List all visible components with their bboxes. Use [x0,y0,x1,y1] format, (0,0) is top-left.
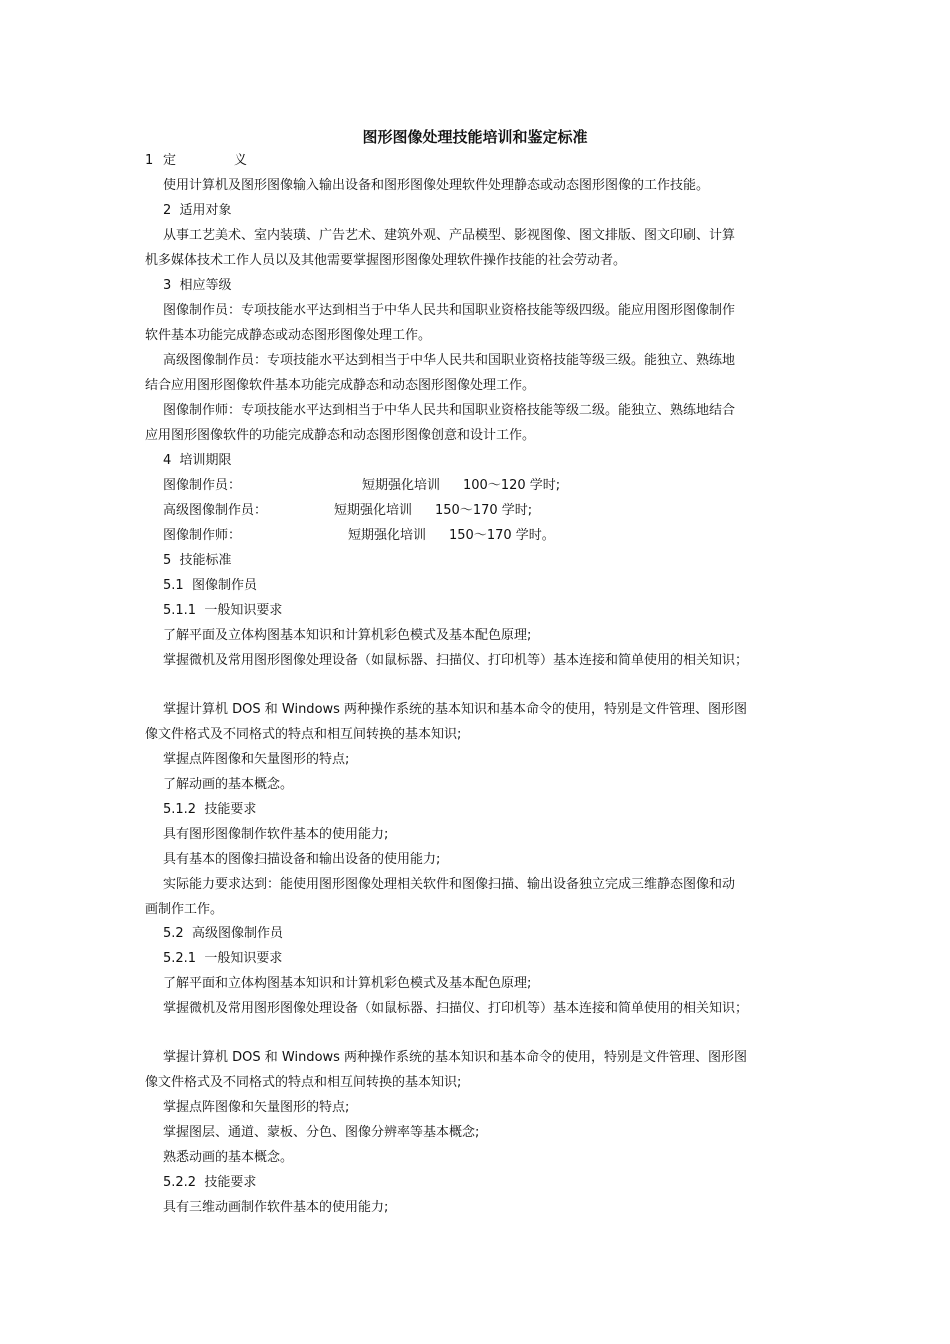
section-1-label-b: 义 [234,153,248,168]
training-hours: 150～170 学时; [435,503,533,518]
training-hours: 100～120 学时; [463,478,561,493]
training-type: 短期强化培训 [348,528,427,543]
subsection-heading: 5.2 高级图像制作员 [163,926,283,941]
section-1-number: 1 [145,153,154,168]
paragraph: 结合应用图形图像软件基本功能完成静态和动态图形图像处理工作。 [145,378,536,393]
paragraph: 图像制作员：专项技能水平达到相当于中华人民共和国职业资格技能等级四级。能应用图形图像制作 [163,303,736,318]
paragraph: 机多媒体技术工作人员以及其他需要掌握图形图像处理软件操作技能的社会劳动者。 [145,253,627,268]
document-title: 图形图像处理技能培训和鉴定标准 [362,128,588,146]
section-heading: 3 相应等级 [163,278,232,293]
list-item: 具有三维动画制作软件基本的使用能力; [163,1200,389,1215]
subsection-heading: 5.1.1 一般知识要求 [163,603,283,618]
paragraph: 从事工艺美术、室内装璜、广告艺术、建筑外观、产品模型、影视图像、图文排版、图文印刷、计算 [163,228,736,243]
subsection-heading: 5.1.2 技能要求 [163,802,257,817]
list-item: 具有图形图像制作软件基本的使用能力; [163,827,389,842]
section-1-label-a: 定 [163,153,177,168]
list-item: 画制作工作。 [145,902,224,917]
training-role: 图像制作师： [163,528,242,543]
section-heading: 4 培训期限 [163,453,232,468]
paragraph: 图像制作师：专项技能水平达到相当于中华人民共和国职业资格技能等级二级。能独立、熟练地结合 [163,403,736,418]
paragraph: 高级图像制作员：专项技能水平达到相当于中华人民共和国职业资格技能等级三级。能独立、熟练地 [163,353,736,368]
list-item: 掌握计算机 DOS 和 Windows 两种操作系统的基本知识和基本命令的使用，特别是文件管理、图形图 [163,1050,748,1065]
training-type: 短期强化培训 [334,503,413,518]
list-item: 实际能力要求达到：能使用图形图像处理相关软件和图像扫描、输出设备独立完成三维静态图像和动 [163,877,736,892]
list-item: 掌握图层、通道、蒙板、分色、图像分辨率等基本概念; [163,1125,480,1140]
training-role: 高级图像制作员： [163,503,268,518]
list-item: 掌握微机及常用图形图像处理设备（如鼠标器、扫描仪、打印机等）基本连接和简单使用的相关知识； [163,653,749,668]
list-item: 像文件格式及不同格式的特点和相互间转换的基本知识; [145,727,462,742]
list-item: 掌握点阵图像和矢量图形的特点; [163,1100,350,1115]
section-heading: 5 技能标准 [163,553,232,568]
list-item: 了解平面及立体构图基本知识和计算机彩色模式及基本配色原理; [163,628,532,643]
subsection-heading: 5.2.2 技能要求 [163,1175,257,1190]
list-item: 掌握微机及常用图形图像处理设备（如鼠标器、扫描仪、打印机等）基本连接和简单使用的相关知识； [163,1001,749,1016]
training-type: 短期强化培训 [362,478,441,493]
list-item: 掌握计算机 DOS 和 Windows 两种操作系统的基本知识和基本命令的使用，特别是文件管理、图形图 [163,702,748,717]
list-item: 像文件格式及不同格式的特点和相互间转换的基本知识; [145,1075,462,1090]
list-item: 具有基本的图像扫描设备和输出设备的使用能力; [163,852,441,867]
paragraph: 应用图形图像软件的功能完成静态和动态图形图像创意和设计工作。 [145,428,536,443]
list-item: 了解动画的基本概念。 [163,777,294,792]
section-heading: 2 适用对象 [163,203,232,218]
paragraph: 使用计算机及图形图像输入输出设备和图形图像处理软件处理静态或动态图形图像的工作技能。 [163,178,710,193]
list-item: 了解平面和立体构图基本知识和计算机彩色模式及基本配色原理; [163,976,532,991]
training-role: 图像制作员： [163,478,242,493]
subsection-heading: 5.1 图像制作员 [163,578,257,593]
training-hours: 150～170 学时。 [449,528,555,543]
list-item: 掌握点阵图像和矢量图形的特点; [163,752,350,767]
subsection-heading: 5.2.1 一般知识要求 [163,951,283,966]
list-item: 熟悉动画的基本概念。 [163,1150,294,1165]
paragraph: 软件基本功能完成静态或动态图形图像处理工作。 [145,328,432,343]
